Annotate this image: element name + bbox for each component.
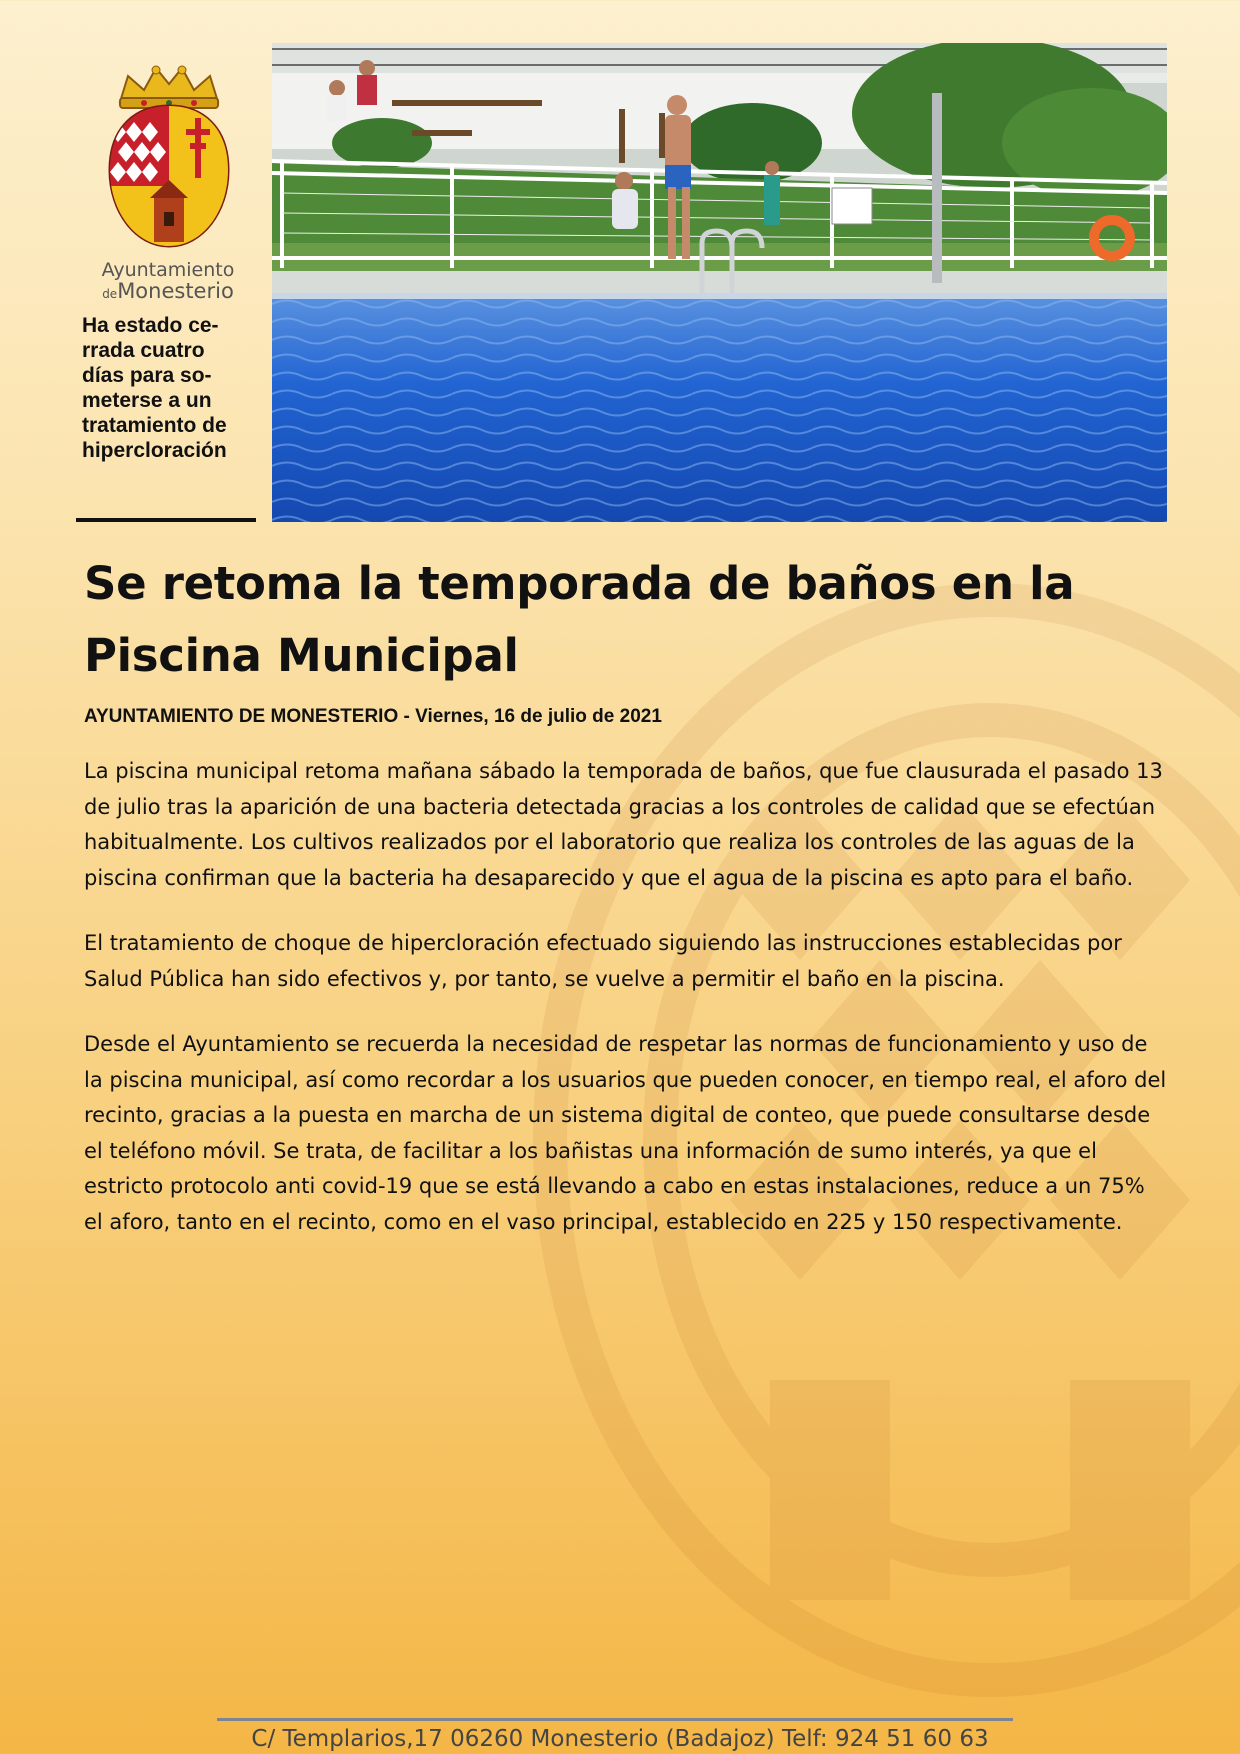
article-paragraph-3: Desde el Ayuntamiento se recuerda la necesidad de respetar las normas de funcionamiento y uso de la piscina municipal, así como recordar a los usuarios que pueden conocer, en tiempo real, el aforo del recinto, gracias a la puesta en marcha de un sistema digital de conteo, que puede consultarse desde el teléfono móvil. Se trata, de facilitar a los bañistas una información de sumo interés, ya que el estricto protocolo anti covid-19 que se está llevando a cabo en estas instalaciones, reduce a un 75% el aforo, tanto en el recinto, como en el vaso principal, establecido en 225 y 150 respectivamente.	[84, 1032, 1167, 1234]
footer-address: C/ Templarios,17 06260 Monesterio (Badajoz) Telf: 924 51 60 63	[251, 1726, 989, 1752]
article-body	[84, 754, 1169, 1270]
logo-line-monesterio	[78, 280, 258, 305]
article-paragraph-1: La piscina municipal retoma mañana sábado la temporada de baños, que fue clausurada el pasado 13 de julio tras la aparición de una bacteria detectada gracias a los controles de calidad que se efectúan habitualmente. Los cultivos realizados por el laboratorio que realiza los controles de las aguas de la piscina confirman que la bacteria ha desaparecido y que el agua de la piscina es apto para el baño.	[84, 759, 1163, 890]
article-dateline: AYUNTAMIENTO DE MONESTERIO - Viernes, 16 de julio de 2021	[84, 706, 662, 727]
logo-line-ayuntamiento: Ayuntamiento	[101, 259, 235, 281]
logo-wordmark	[78, 260, 258, 305]
logo-monesterio: Monesterio	[117, 279, 234, 303]
sidebar-divider	[76, 518, 256, 522]
article-headline: Se retoma la temporada de baños en la Piscina Municipal	[84, 557, 1075, 682]
pool-photo	[272, 43, 1167, 522]
article-paragraph-2: El tratamiento de choque de hipercloración efectuado siguiendo las instrucciones establecidas por Salud Pública han sido efectivos y, por tanto, se vuelve a permitir el baño en la piscina.	[84, 931, 1122, 991]
sidebar-note: Ha estado ce- rrada cuatro días para so- meterse a un tratamiento de hipercloración	[82, 314, 227, 462]
footer-divider	[217, 1718, 1013, 1721]
logo-de: de	[102, 287, 118, 301]
municipal-crest-logo	[98, 62, 240, 254]
